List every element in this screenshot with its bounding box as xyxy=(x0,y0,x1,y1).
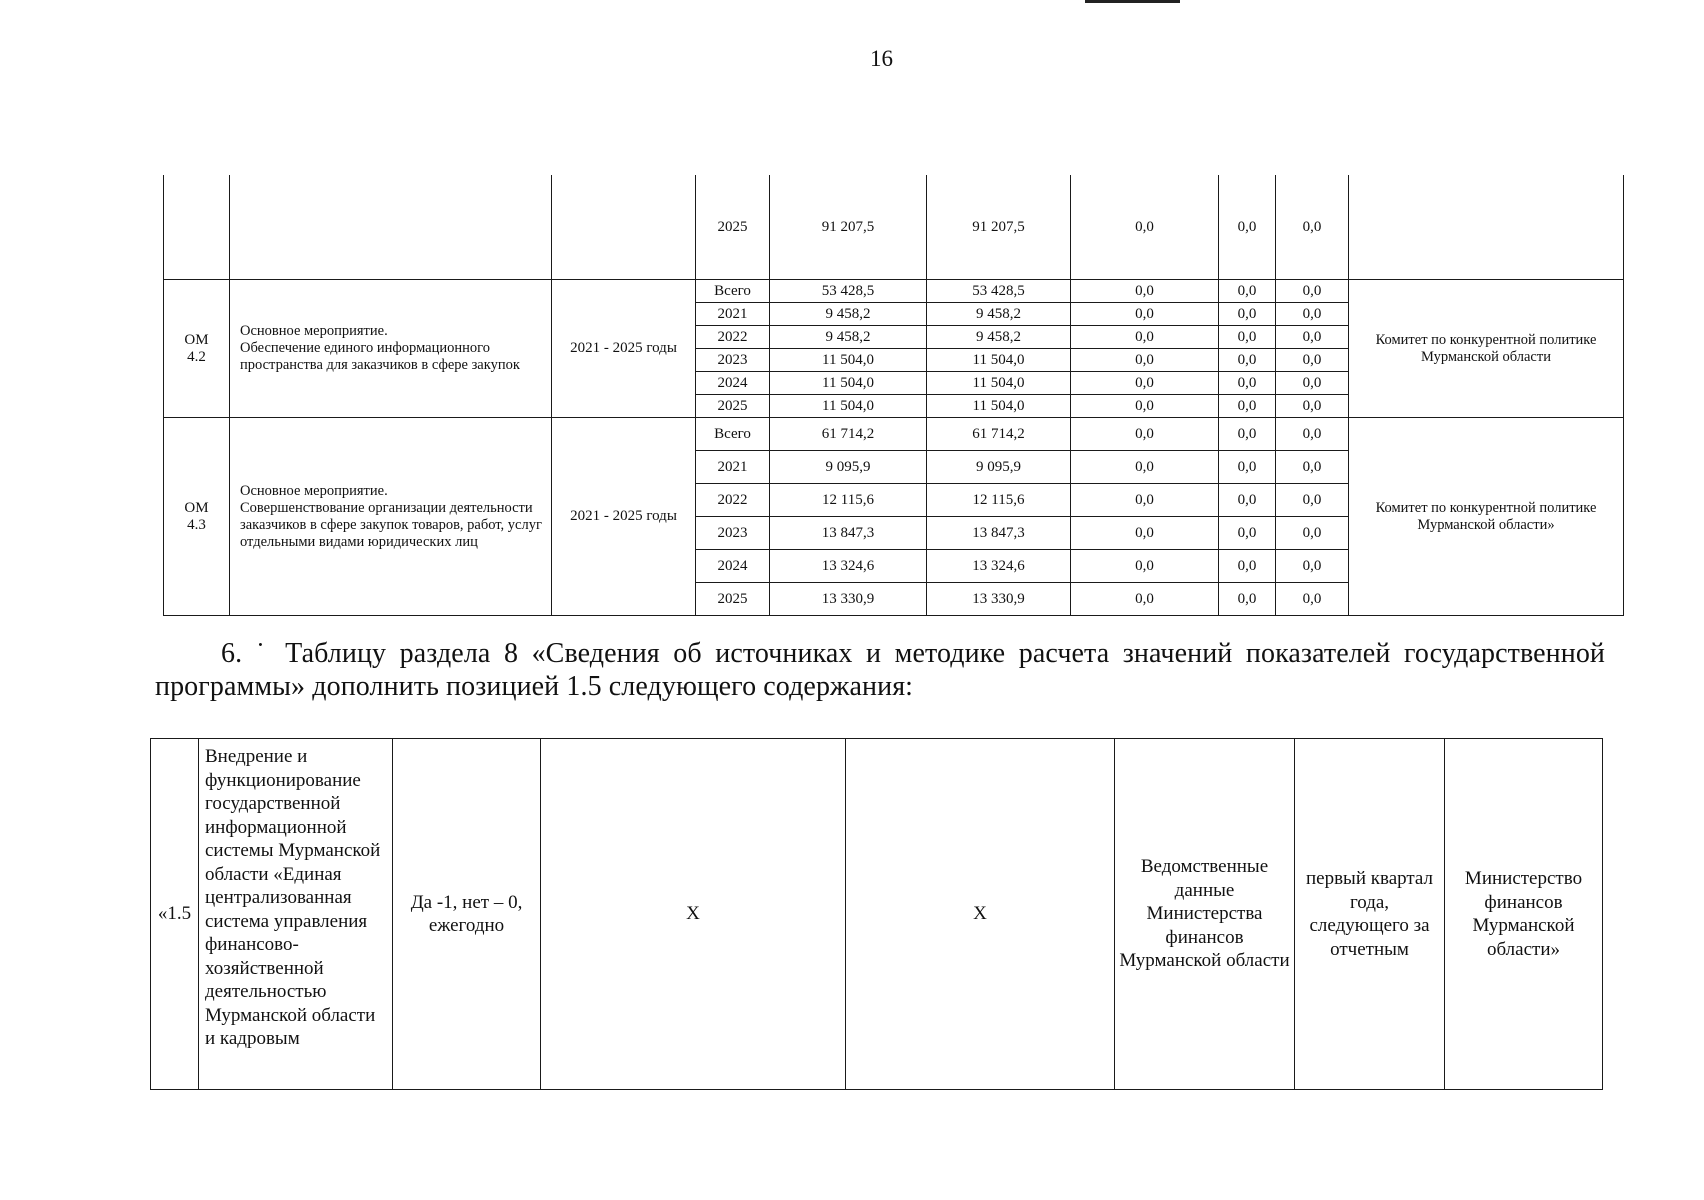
indicator-responsible: Министерство финансов Мурманской области» xyxy=(1445,739,1603,1090)
year-cell: 2024 xyxy=(696,550,770,583)
year-cell: 2025 xyxy=(696,395,770,418)
value-cell: 9 458,2 xyxy=(770,303,927,326)
value-cell: 11 504,0 xyxy=(927,372,1071,395)
value-cell: 12 115,6 xyxy=(927,484,1071,517)
value-cell: 0,0 xyxy=(1276,451,1349,484)
table-row xyxy=(164,418,1624,451)
indicator-method: X xyxy=(541,739,846,1090)
value-cell: 0,0 xyxy=(1219,517,1276,550)
table-row xyxy=(151,739,1603,1090)
value-cell: 0,0 xyxy=(1219,372,1276,395)
funding-table xyxy=(163,175,1624,616)
value-cell: 9 458,2 xyxy=(927,303,1071,326)
value-cell: 0,0 xyxy=(1276,418,1349,451)
value-cell: 13 847,3 xyxy=(770,517,927,550)
top-edge-mark xyxy=(1085,0,1180,3)
year-cell: Всего xyxy=(696,418,770,451)
table-row xyxy=(164,280,1624,303)
value-cell: 0,0 xyxy=(1071,451,1219,484)
value-cell: 9 095,9 xyxy=(770,451,927,484)
value-cell: 0,0 xyxy=(1219,303,1276,326)
year-cell: 2024 xyxy=(696,372,770,395)
value-cell: 0,0 xyxy=(1276,550,1349,583)
value-cell: 91 207,5 xyxy=(770,175,927,280)
value-cell: 0,0 xyxy=(1071,280,1219,303)
value-cell: 0,0 xyxy=(1276,395,1349,418)
value-cell: 53 428,5 xyxy=(770,280,927,303)
activity-description: Основное мероприятие. Обеспечение единого информационного пространства для заказчиков в сфере закупок xyxy=(230,280,552,418)
activity-executor: Комитет по конкурентной политике Мурманской области» xyxy=(1349,418,1624,616)
activity-description: Основное мероприятие. Совершенствование организации деятельности заказчиков в сфере закупок товаров, работ, услуг отдельными видами юридических лиц xyxy=(230,418,552,616)
activity-period: 2021 - 2025 годы xyxy=(552,280,696,418)
value-cell: 9 458,2 xyxy=(770,326,927,349)
value-cell: 9 458,2 xyxy=(927,326,1071,349)
description-cell-empty xyxy=(230,175,552,280)
activity-code: ОМ 4.2 xyxy=(164,280,230,418)
value-cell: 0,0 xyxy=(1219,550,1276,583)
value-cell: 91 207,5 xyxy=(927,175,1071,280)
value-cell: 0,0 xyxy=(1276,280,1349,303)
indicator-table xyxy=(150,738,1603,1090)
value-cell: 13 330,9 xyxy=(770,583,927,616)
value-cell: 11 504,0 xyxy=(927,349,1071,372)
value-cell: 9 095,9 xyxy=(927,451,1071,484)
value-cell: 53 428,5 xyxy=(927,280,1071,303)
value-cell: 0,0 xyxy=(1276,326,1349,349)
value-cell: 0,0 xyxy=(1219,451,1276,484)
year-cell: 2022 xyxy=(696,484,770,517)
page-number: 16 xyxy=(870,46,893,71)
value-cell: 13 324,6 xyxy=(770,550,927,583)
activity-period: 2021 - 2025 годы xyxy=(552,418,696,616)
code-cell-empty xyxy=(164,175,230,280)
value-cell: 0,0 xyxy=(1219,395,1276,418)
value-cell: 11 504,0 xyxy=(770,372,927,395)
value-cell: 11 504,0 xyxy=(927,395,1071,418)
value-cell: 0,0 xyxy=(1071,175,1219,280)
year-cell: 2025 xyxy=(696,175,770,280)
value-cell: 0,0 xyxy=(1071,372,1219,395)
year-cell: 2023 xyxy=(696,349,770,372)
value-cell: 0,0 xyxy=(1276,484,1349,517)
value-cell: 0,0 xyxy=(1276,372,1349,395)
indicator-unit: Да -1, нет – 0, ежегодно xyxy=(393,739,541,1090)
value-cell: 0,0 xyxy=(1219,326,1276,349)
value-cell: 0,0 xyxy=(1276,517,1349,550)
value-cell: 0,0 xyxy=(1071,583,1219,616)
value-cell: 0,0 xyxy=(1219,349,1276,372)
executor-cell-empty xyxy=(1349,175,1624,280)
value-cell: 0,0 xyxy=(1276,175,1349,280)
value-cell: 0,0 xyxy=(1219,280,1276,303)
amendment-paragraph: 6. ˙ Таблицу раздела 8 «Сведения об источниках и методике расчета значений показателей государственной программы» дополнить позицией 1.5 следующего содержания: xyxy=(155,638,1605,702)
value-cell: 0,0 xyxy=(1071,326,1219,349)
value-cell: 0,0 xyxy=(1071,517,1219,550)
value-cell: 0,0 xyxy=(1071,303,1219,326)
value-cell: 0,0 xyxy=(1276,349,1349,372)
value-cell: 61 714,2 xyxy=(770,418,927,451)
indicator-formula: X xyxy=(846,739,1115,1090)
year-cell: 2021 xyxy=(696,303,770,326)
year-cell: 2021 xyxy=(696,451,770,484)
value-cell: 13 324,6 xyxy=(927,550,1071,583)
year-cell: 2022 xyxy=(696,326,770,349)
indicator-number: «1.5 xyxy=(151,739,199,1090)
value-cell: 12 115,6 xyxy=(770,484,927,517)
value-cell: 11 504,0 xyxy=(770,395,927,418)
value-cell: 0,0 xyxy=(1071,395,1219,418)
year-cell: Всего xyxy=(696,280,770,303)
indicator-source: Ведомственные данные Министерства финансов Мурманской области xyxy=(1115,739,1295,1090)
value-cell: 11 504,0 xyxy=(770,349,927,372)
value-cell: 0,0 xyxy=(1276,303,1349,326)
value-cell: 0,0 xyxy=(1219,175,1276,280)
period-cell-empty xyxy=(552,175,696,280)
value-cell: 61 714,2 xyxy=(927,418,1071,451)
value-cell: 13 847,3 xyxy=(927,517,1071,550)
activity-executor: Комитет по конкурентной политике Мурманской области xyxy=(1349,280,1624,418)
value-cell: 13 330,9 xyxy=(927,583,1071,616)
indicator-name: Внедрение и функционирование государственной информационной системы Мурманской области «Единая централизованная система управления финансово-хозяйственной деятельностью Мурманской области и кадровым xyxy=(199,739,393,1090)
value-cell: 0,0 xyxy=(1219,418,1276,451)
activity-code: ОМ 4.3 xyxy=(164,418,230,616)
year-cell: 2023 xyxy=(696,517,770,550)
value-cell: 0,0 xyxy=(1071,418,1219,451)
year-cell: 2025 xyxy=(696,583,770,616)
value-cell: 0,0 xyxy=(1071,550,1219,583)
value-cell: 0,0 xyxy=(1071,349,1219,372)
value-cell: 0,0 xyxy=(1276,583,1349,616)
value-cell: 0,0 xyxy=(1219,583,1276,616)
value-cell: 0,0 xyxy=(1219,484,1276,517)
table-row xyxy=(164,175,1624,280)
indicator-deadline: первый квартал года, следующего за отчетным xyxy=(1295,739,1445,1090)
value-cell: 0,0 xyxy=(1071,484,1219,517)
